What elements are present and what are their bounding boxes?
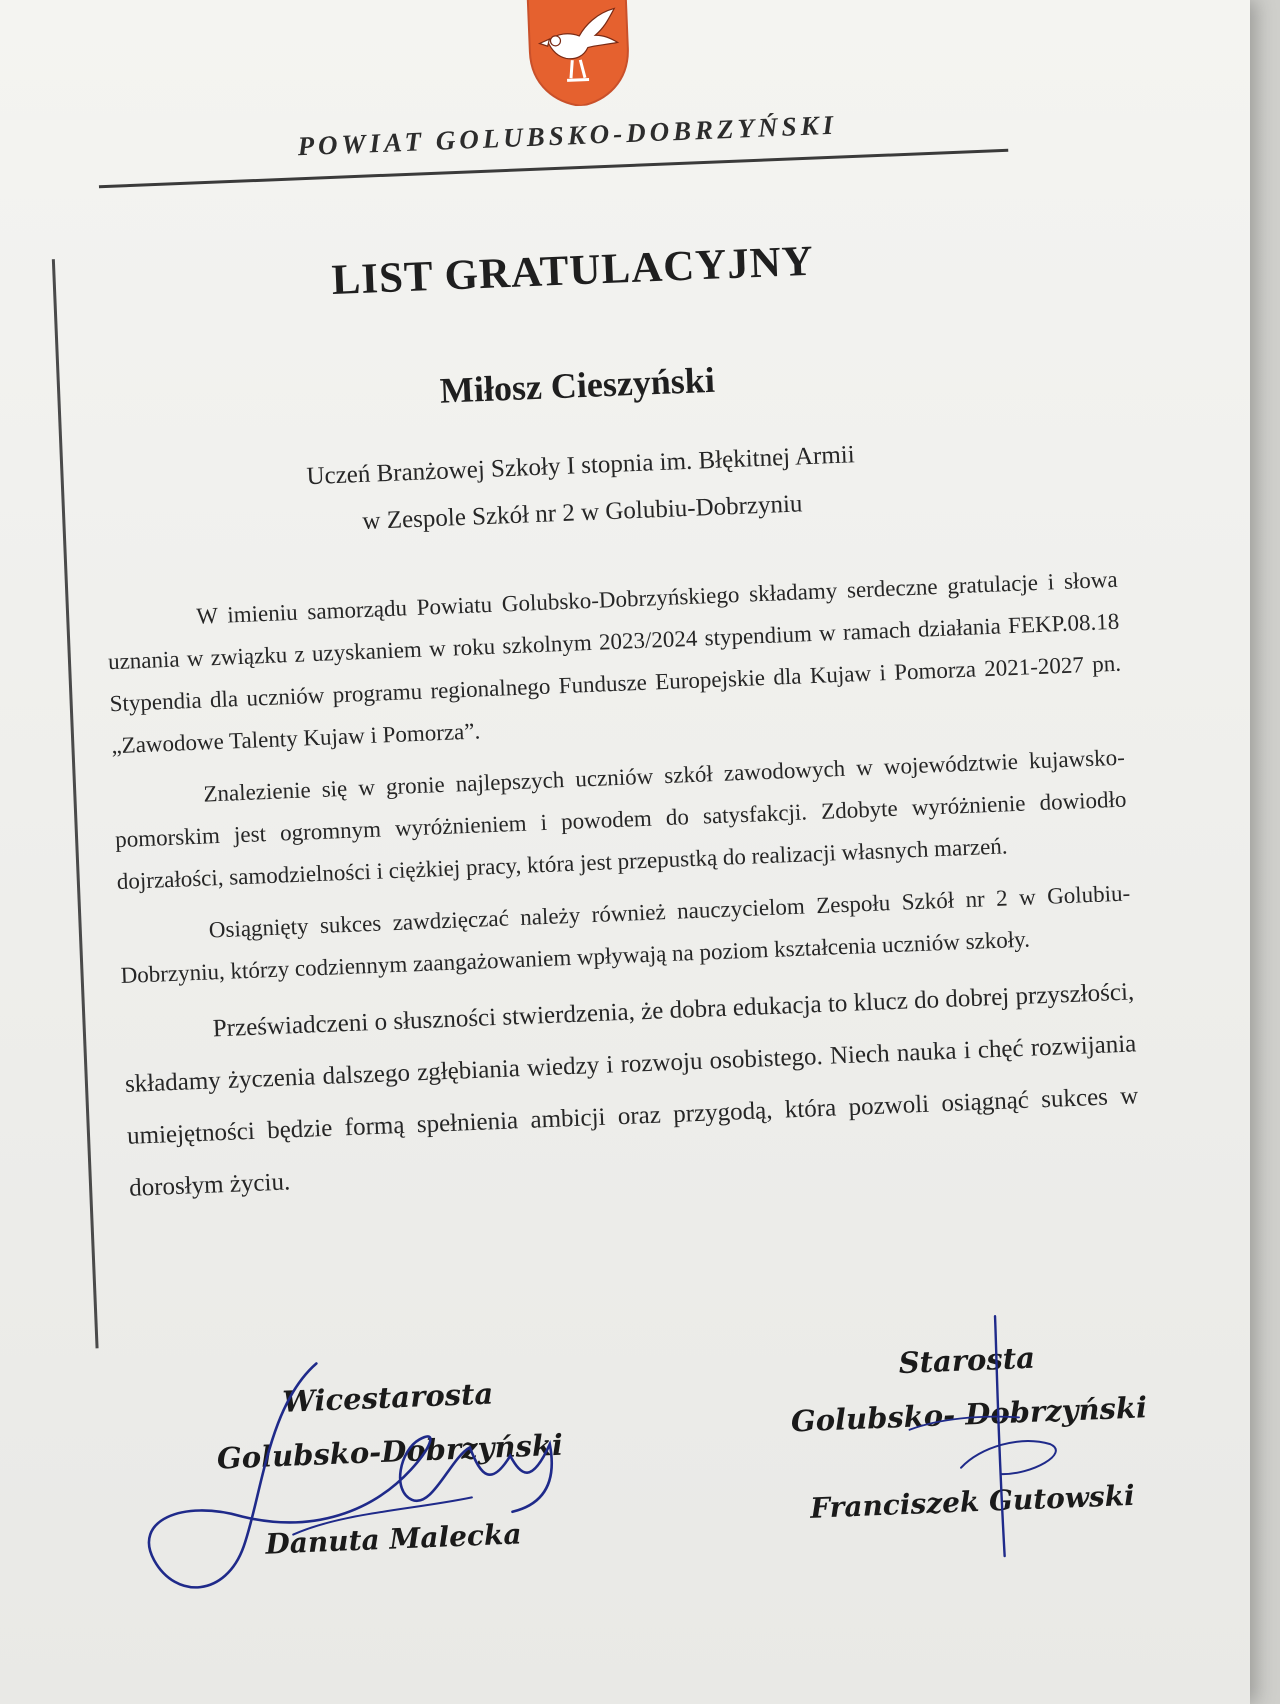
signatory-county: Golubsko- Dobrzyński xyxy=(790,1390,1148,1439)
document-title: LIST GRATULACYJNY xyxy=(330,237,815,305)
signatory-role: Wicestarosta xyxy=(281,1376,494,1419)
school-description xyxy=(170,426,993,553)
congratulation-letter xyxy=(12,0,1279,1704)
signatory-name: Franciszek Gutowski xyxy=(809,1478,1136,1525)
paragraph-3: Osiągnięty sukces zawdzięczać należy również nauczycielom Zespołu Szkół nr 2 w Golubiu-Dobrzyniu, którzy codziennym zaangażowaniem wpływają na poziom kształcenia uczniów szkoły. xyxy=(120,880,1131,989)
recipient-name: Miłosz Cieszyński xyxy=(439,359,716,411)
school-line-2: w Zespole Szkół nr 2 w Golubiu-Dobrzyniu xyxy=(361,490,803,535)
eagle-coat-of-arms-icon xyxy=(523,0,634,108)
signatory-role: Starosta xyxy=(897,1340,1036,1381)
organization-name: POWIAT GOLUBSKO-DOBRZYŃSKI xyxy=(296,109,838,162)
paragraph-2: Znalezienie się w gronie najlepszych uczniów szkół zawodowych w województwie kujawsko-pomorskim jest ogromnym wyróżnieniem i powodem do satysfakcji. Zdobyte wyróżnienie dowiodło dojrzałości, samodzielności i ciężkiej pracy, która jest przepustką do realizacji własnych marzeń. xyxy=(114,744,1127,895)
paragraph-4: Przeświadczeni o słuszności stwierdzenia, że dobra edukacja to klucz do dobrej przyszłości, składamy życzenia dalszego zgłębiania wiedzy i rozwoju osobistego. Niech nauka i chęć rozwijania umiejętności będzie formą spełnienia ambicji oraz przygodą, która pozwoli osiągnąć sukces w dorosłym życiu. xyxy=(124,978,1139,1202)
signatory-name: Danuta Malecka xyxy=(264,1517,523,1561)
letter-body xyxy=(106,559,1142,1225)
left-margin-rule xyxy=(52,259,99,1348)
handwritten-signature-right xyxy=(845,1302,1115,1572)
handwritten-signature-left xyxy=(106,1333,596,1612)
school-line-1: Uczeń Branżowej Szkoły I stopnia im. Błękitnej Armii xyxy=(305,441,856,491)
signatory-county: Golubsko-Dobrzyński xyxy=(216,1427,564,1476)
paragraph-1: W imieniu samorządu Powiatu Golubsko-Dobrzyńskiego składamy serdeczne gratulacje i słowa uznania w związku z uzyskaniem w roku szkolnym 2023/2024 stypendium w ramach działania FEKP.08.18 Stypendia dla uczniów programu regionalnego Fundusze Europejskie dla Kujaw i Pomorza 2021-2027 pn. „Zawodowe Talenty Kujaw i Pomorza”. xyxy=(107,566,1122,759)
